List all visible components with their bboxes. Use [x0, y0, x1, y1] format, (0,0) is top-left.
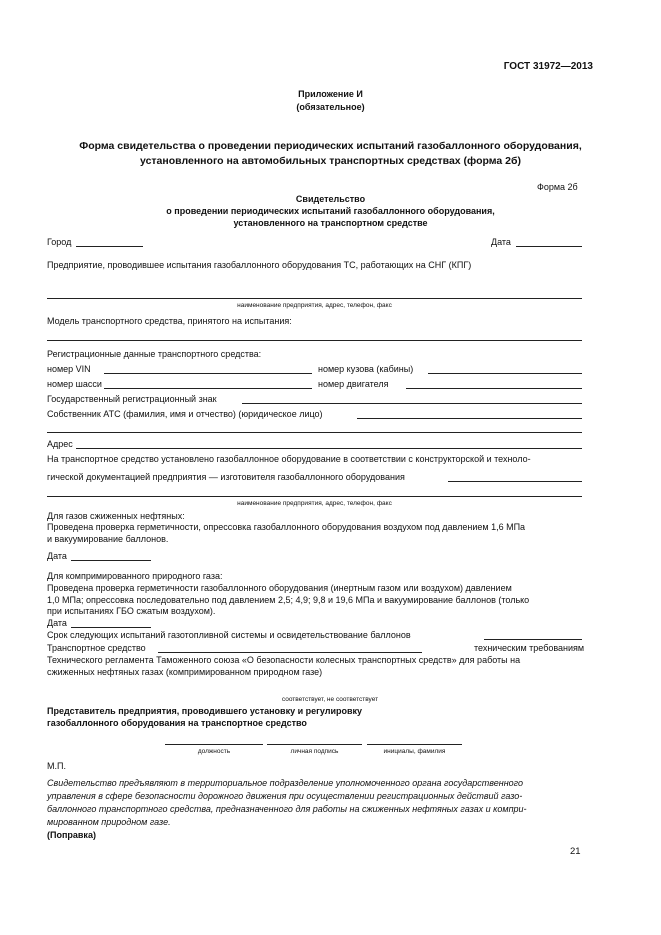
- certificate-title: Свидетельство: [295, 194, 366, 204]
- page-number: 21: [570, 846, 581, 857]
- lpg-date-field[interactable]: [71, 560, 151, 561]
- cng-text-2: 1,0 МПа; опрессовка последовательно под давлением 2,5; 4,9; 9,8 и 19,6 МПа и вакуумирование баллонов (только: [47, 595, 530, 605]
- vehicle-tail: техническим требованиям: [474, 643, 585, 653]
- form-label: Форма 2б: [537, 182, 578, 192]
- cng-text-1: Проведена проверка герметичности газобаллонного оборудования (инертным газом или воздухом) давлением: [47, 583, 512, 593]
- date-field[interactable]: [516, 246, 582, 247]
- note-line-1: Свидетельство предъявляют в территориальное подразделение уполномоченного органа государственного: [47, 778, 524, 788]
- certificate-subtitle-2: установленного на транспортном средстве: [233, 218, 428, 228]
- owner-label: Собственник АТС (фамилия, имя и отчество) (юридическое лицо): [47, 409, 323, 419]
- next-test-label: Срок следующих испытаний газотопливной системы и освидетельствование баллонов: [47, 630, 411, 640]
- city-field[interactable]: [76, 246, 143, 247]
- position-field[interactable]: [165, 744, 263, 745]
- name-field[interactable]: [367, 744, 462, 745]
- installed-text-line-1: На транспортное средство установлено газобаллонное оборудование в соответствии с конструкторской и техноло-: [47, 454, 531, 464]
- note-line-4: мированном природном газе.: [47, 817, 171, 827]
- reg-data-label: Регистрационные данные транспортного средства:: [47, 349, 262, 359]
- form-title-line-2: установленного на автомобильных транспортных средствах (форма 2б): [140, 155, 521, 167]
- vehicle-text-3: сжиженных нефтяных газах (компримированном природном газе): [47, 667, 323, 677]
- seal-label: М.П.: [47, 761, 66, 771]
- appendix-title: Приложение И: [298, 89, 363, 99]
- vin-label: номер VIN: [47, 364, 91, 374]
- lpg-heading: Для газов сжиженных нефтяных:: [47, 511, 185, 521]
- representative-line-1: Представитель предприятия, проводившего установку и регулировку: [47, 706, 363, 716]
- address-label: Адрес: [47, 439, 73, 449]
- chassis-number-label: номер шасси: [47, 379, 102, 389]
- date-label: Дата: [491, 237, 511, 247]
- note-line-2: управления в сфере безопасности дорожного движения при осуществлении регистрационных действий газо-: [47, 791, 523, 801]
- lpg-text-2: и вакуумирование баллонов.: [47, 534, 169, 544]
- body-number-label: номер кузова (кабины): [318, 364, 414, 374]
- installed-caption: наименование предприятия, адрес, телефон, факс: [237, 500, 392, 507]
- lpg-text-1: Проведена проверка герметичности, опрессовка газобаллонного оборудования воздухом под давлением 1,6 МПа: [47, 522, 526, 532]
- note-line-3: баллонного транспортного средства, предназначенного для работы на сжиженных нефтяных газах и компри-: [47, 804, 527, 814]
- next-test-field[interactable]: [484, 639, 582, 640]
- standard-number: ГОСТ 31972—2013: [503, 61, 593, 72]
- enterprise-label: Предприятие, проводившее испытания газобаллонного оборудования ТС, работающих на СНГ (КПГ): [47, 260, 472, 270]
- vehicle-text-2: Технического регламента Таможенного союза «О безопасности колесных транспортных средств» для работы на: [47, 655, 521, 665]
- engine-number-field[interactable]: [406, 388, 582, 389]
- model-field[interactable]: [47, 340, 582, 341]
- state-plate-label: Государственный регистрационный знак: [47, 394, 217, 404]
- enterprise-field[interactable]: [47, 298, 582, 299]
- form-title-line-1: Форма свидетельства о проведении периодических испытаний газобаллонного оборудования,: [79, 140, 582, 152]
- cng-heading: Для компримированного природного газа:: [47, 571, 223, 581]
- engine-number-label: номер двигателя: [318, 379, 389, 389]
- cng-date-label: Дата: [47, 618, 67, 628]
- manufacturer-field-continued[interactable]: [47, 496, 582, 497]
- address-field[interactable]: [76, 448, 582, 449]
- enterprise-caption: наименование предприятия, адрес, телефон, факс: [237, 302, 392, 309]
- state-plate-field[interactable]: [242, 403, 582, 404]
- vehicle-conformity-field[interactable]: [158, 652, 422, 653]
- signature-caption: личная подпись: [290, 748, 339, 755]
- name-caption: инициалы, фамилия: [383, 748, 446, 755]
- cng-date-field[interactable]: [71, 627, 151, 628]
- lpg-date-label: Дата: [47, 551, 67, 561]
- chassis-number-field[interactable]: [104, 388, 312, 389]
- installed-text-line-2: гической документацией предприятия — изготовителя газобаллонного оборудования: [47, 472, 405, 482]
- vehicle-label: Транспортное средство: [47, 643, 146, 653]
- appendix-status: (обязательное): [296, 102, 365, 112]
- conformity-caption: соответствует, не соответствует: [281, 696, 379, 703]
- owner-field[interactable]: [357, 418, 582, 419]
- position-caption: должность: [197, 748, 231, 755]
- representative-line-2: газобаллонного оборудования на транспортное средство: [47, 718, 307, 728]
- manufacturer-field[interactable]: [448, 481, 582, 482]
- body-number-field[interactable]: [428, 373, 582, 374]
- amendment: (Поправка): [47, 830, 96, 840]
- signature-field[interactable]: [267, 744, 362, 745]
- owner-field-continued[interactable]: [47, 432, 582, 433]
- certificate-subtitle-1: о проведении периодических испытаний газобаллонного оборудования,: [166, 206, 495, 216]
- vin-field[interactable]: [104, 373, 312, 374]
- cng-text-3: при испытаниях ГБО сжатым воздухом).: [47, 606, 216, 616]
- city-label: Город: [47, 237, 72, 247]
- model-label: Модель транспортного средства, принятого на испытания:: [47, 316, 292, 326]
